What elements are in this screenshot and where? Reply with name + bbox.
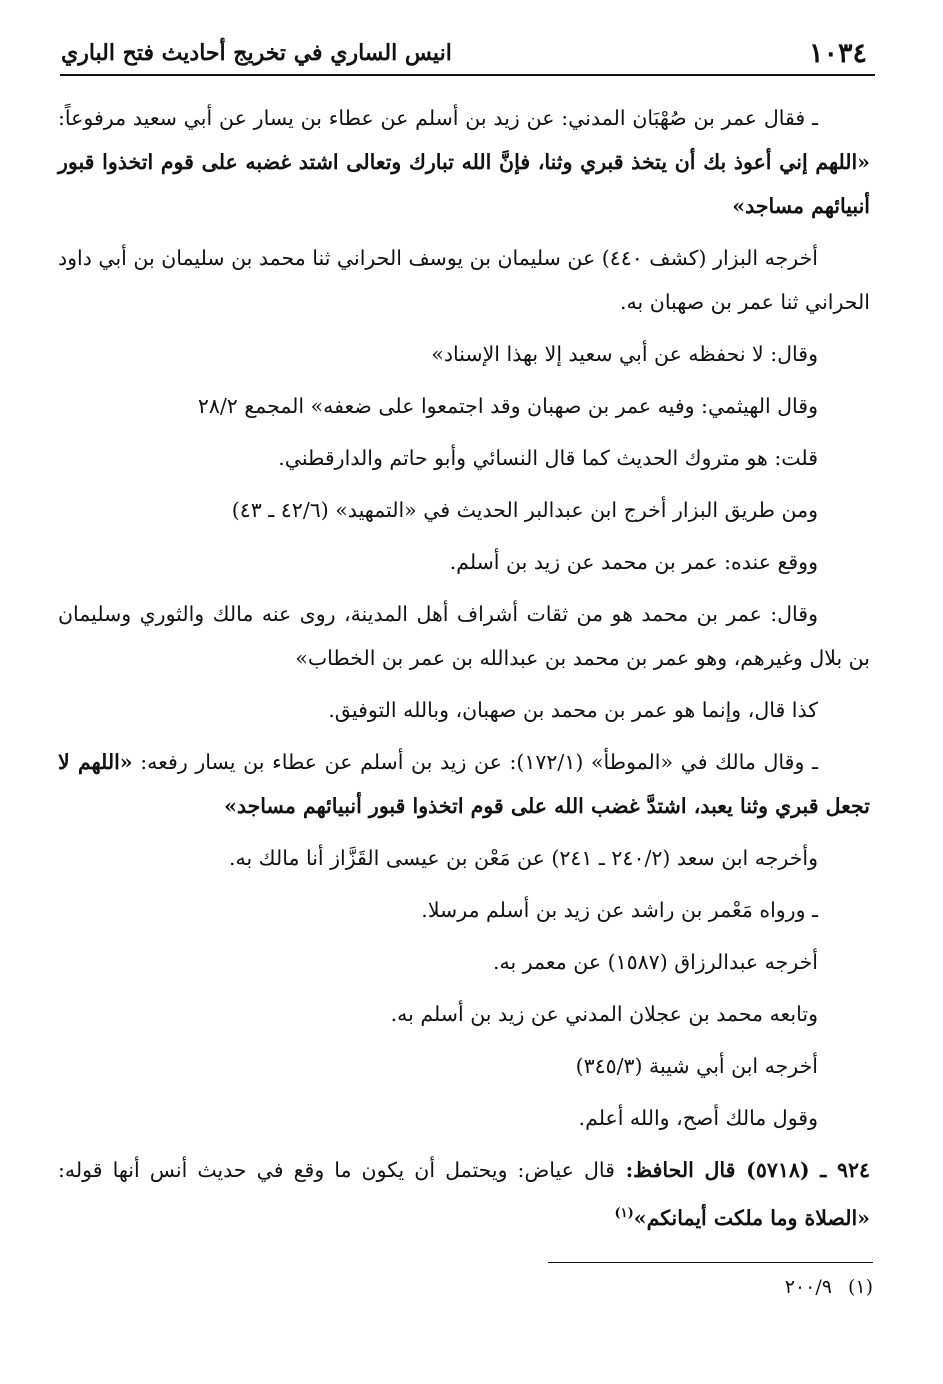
footnote-divider: [548, 1262, 873, 1263]
paragraph: ـ ورواه مَعْمر بن راشد عن زيد بن أسلم مرسلا.: [421, 898, 818, 922]
paragraph: وأخرجه ابن سعد (٢٤٠/٢ ـ ٢٤١) عن مَعْن بن عيسى القَزَّاز أنا مالك به.: [228, 846, 818, 870]
paragraph: ووقع عنده: عمر بن محمد عن زيد بن أسلم.: [449, 550, 818, 574]
running-header: [55, 38, 875, 74]
paragraph: ـ فقال عمر بن صُهْبَان المدني: عن زيد بن أسلم عن عطاء بن يسار عن أبي سعيد مرفوعاً: «اللهم إني أعوذ بك أن يتخذ قبري وثنا، فإنَّ الله تبارك وتعالى اشتد غضبه على قوم اتخذوا قبور أنبيائهم مساجد»: [58, 106, 870, 218]
footnote-number: (١): [847, 1276, 873, 1298]
hadith-text: «الصلاة وما ملكت أيمانكم»: [633, 1205, 870, 1230]
entry-text: قال عياض: ويحتمل أن يكون ما وقع في حديث أنس أنها قوله:: [58, 1158, 615, 1182]
page-body: [58, 96, 870, 1248]
hadith-text: «اللهم لا تجعل قبري وثنا يعبد، اشتدَّ غضب الله على قوم اتخذوا قبور أنبيائهم مساجد»: [58, 750, 870, 818]
paragraph: وقال: لا نحفظه عن أبي سعيد إلا بهذا الإسناد»: [431, 342, 818, 366]
entry-paragraph: [58, 1148, 870, 1240]
header-divider: [60, 74, 875, 76]
entry-number: ٩٢٤ ـ (٥٧١٨) قال الحافظ:: [614, 1158, 870, 1182]
hadith-text: «اللهم إني أعوذ بك أن يتخذ قبري وثنا، فإنَّ الله تبارك وتعالى اشتد غضبه على قوم اتخذوا قبور أنبيائهم مساجد»: [58, 150, 870, 218]
paragraph: كذا قال، وإنما هو عمر بن محمد بن صهبان، وبالله التوفيق.: [328, 698, 818, 722]
page-number: ١٠٣٤: [808, 38, 867, 69]
paragraph: وقال الهيثمي: وفيه عمر بن صهبان وقد اجتمعوا على ضعفه» المجمع ٢٨/٢: [197, 394, 818, 418]
footnote-marker[interactable]: (١): [614, 1206, 634, 1221]
paragraph: ومن طريق البزار أخرج ابن عبدالبر الحديث في «التمهيد» (٤٢/٦ ـ ٤٣): [231, 498, 818, 522]
paragraph: قلت: هو متروك الحديث كما قال النسائي وأبو حاتم والدارقطني.: [278, 446, 818, 470]
paragraph: ـ وقال مالك في «الموطأ» (١٧٢/١): عن زيد بن أسلم عن عطاء بن يسار رفعه: «اللهم لا تجعل قبري وثنا يعبد، اشتدَّ غضب الله على قوم اتخذوا قبور أنبيائهم مساجد»: [58, 750, 870, 818]
paragraph: أخرجه البزار (كشف ٤٤٠) عن سليمان بن يوسف الحراني ثنا محمد بن سليمان بن أبي داود الحراني ثنا عمر بن صهبان به.: [58, 246, 870, 314]
paragraph: وقول مالك أصح، والله أعلم.: [578, 1106, 818, 1130]
paragraph: وتابعه محمد بن عجلان المدني عن زيد بن أسلم به.: [390, 1002, 818, 1026]
footnote: [373, 1270, 873, 1304]
book-title: انيس الساري في تخريج أحاديث فتح الباري: [61, 40, 452, 66]
footnote-text: ٢٠٠/٩: [784, 1276, 832, 1298]
paragraph: أخرجه ابن أبي شيبة (٣٤٥/٣): [575, 1054, 818, 1078]
paragraph: وقال: عمر بن محمد هو من ثقات أشراف أهل المدينة، روى عنه مالك والثوري وسليمان بن بلال وغيرهم، وهو عمر بن محمد بن عبدالله بن عمر بن الخطاب»: [58, 602, 870, 670]
paragraph: أخرجه عبدالرزاق (١٥٨٧) عن معمر به.: [493, 950, 818, 974]
